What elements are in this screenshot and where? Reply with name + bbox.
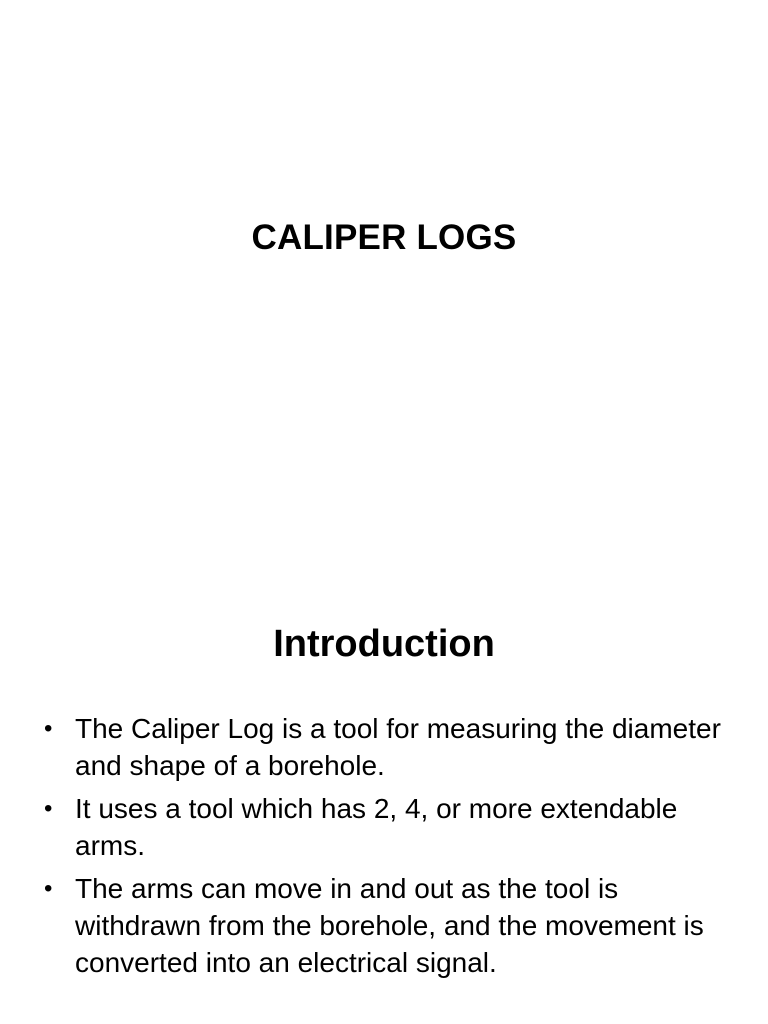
- introduction-slide: [0, 560, 768, 1024]
- slide-heading: Introduction: [273, 623, 495, 665]
- bullet-text: The Caliper Log is a tool for measuring the diameter and shape of a borehole.: [75, 713, 721, 781]
- bullet-icon: •: [44, 795, 53, 822]
- bullet-icon: •: [44, 715, 53, 742]
- bullet-list: [40, 710, 730, 987]
- bullet-item: [40, 710, 730, 784]
- bullet-item: [40, 870, 730, 981]
- bullet-text: The arms can move in and out as the tool is withdrawn from the borehole, and the movement is converted into an electrical signal.: [75, 873, 704, 978]
- bullet-item: [40, 790, 730, 864]
- slide-title: CALIPER LOGS: [251, 218, 517, 257]
- bullet-text: It uses a tool which has 2, 4, or more extendable arms.: [75, 793, 678, 861]
- bullet-icon: •: [44, 875, 53, 902]
